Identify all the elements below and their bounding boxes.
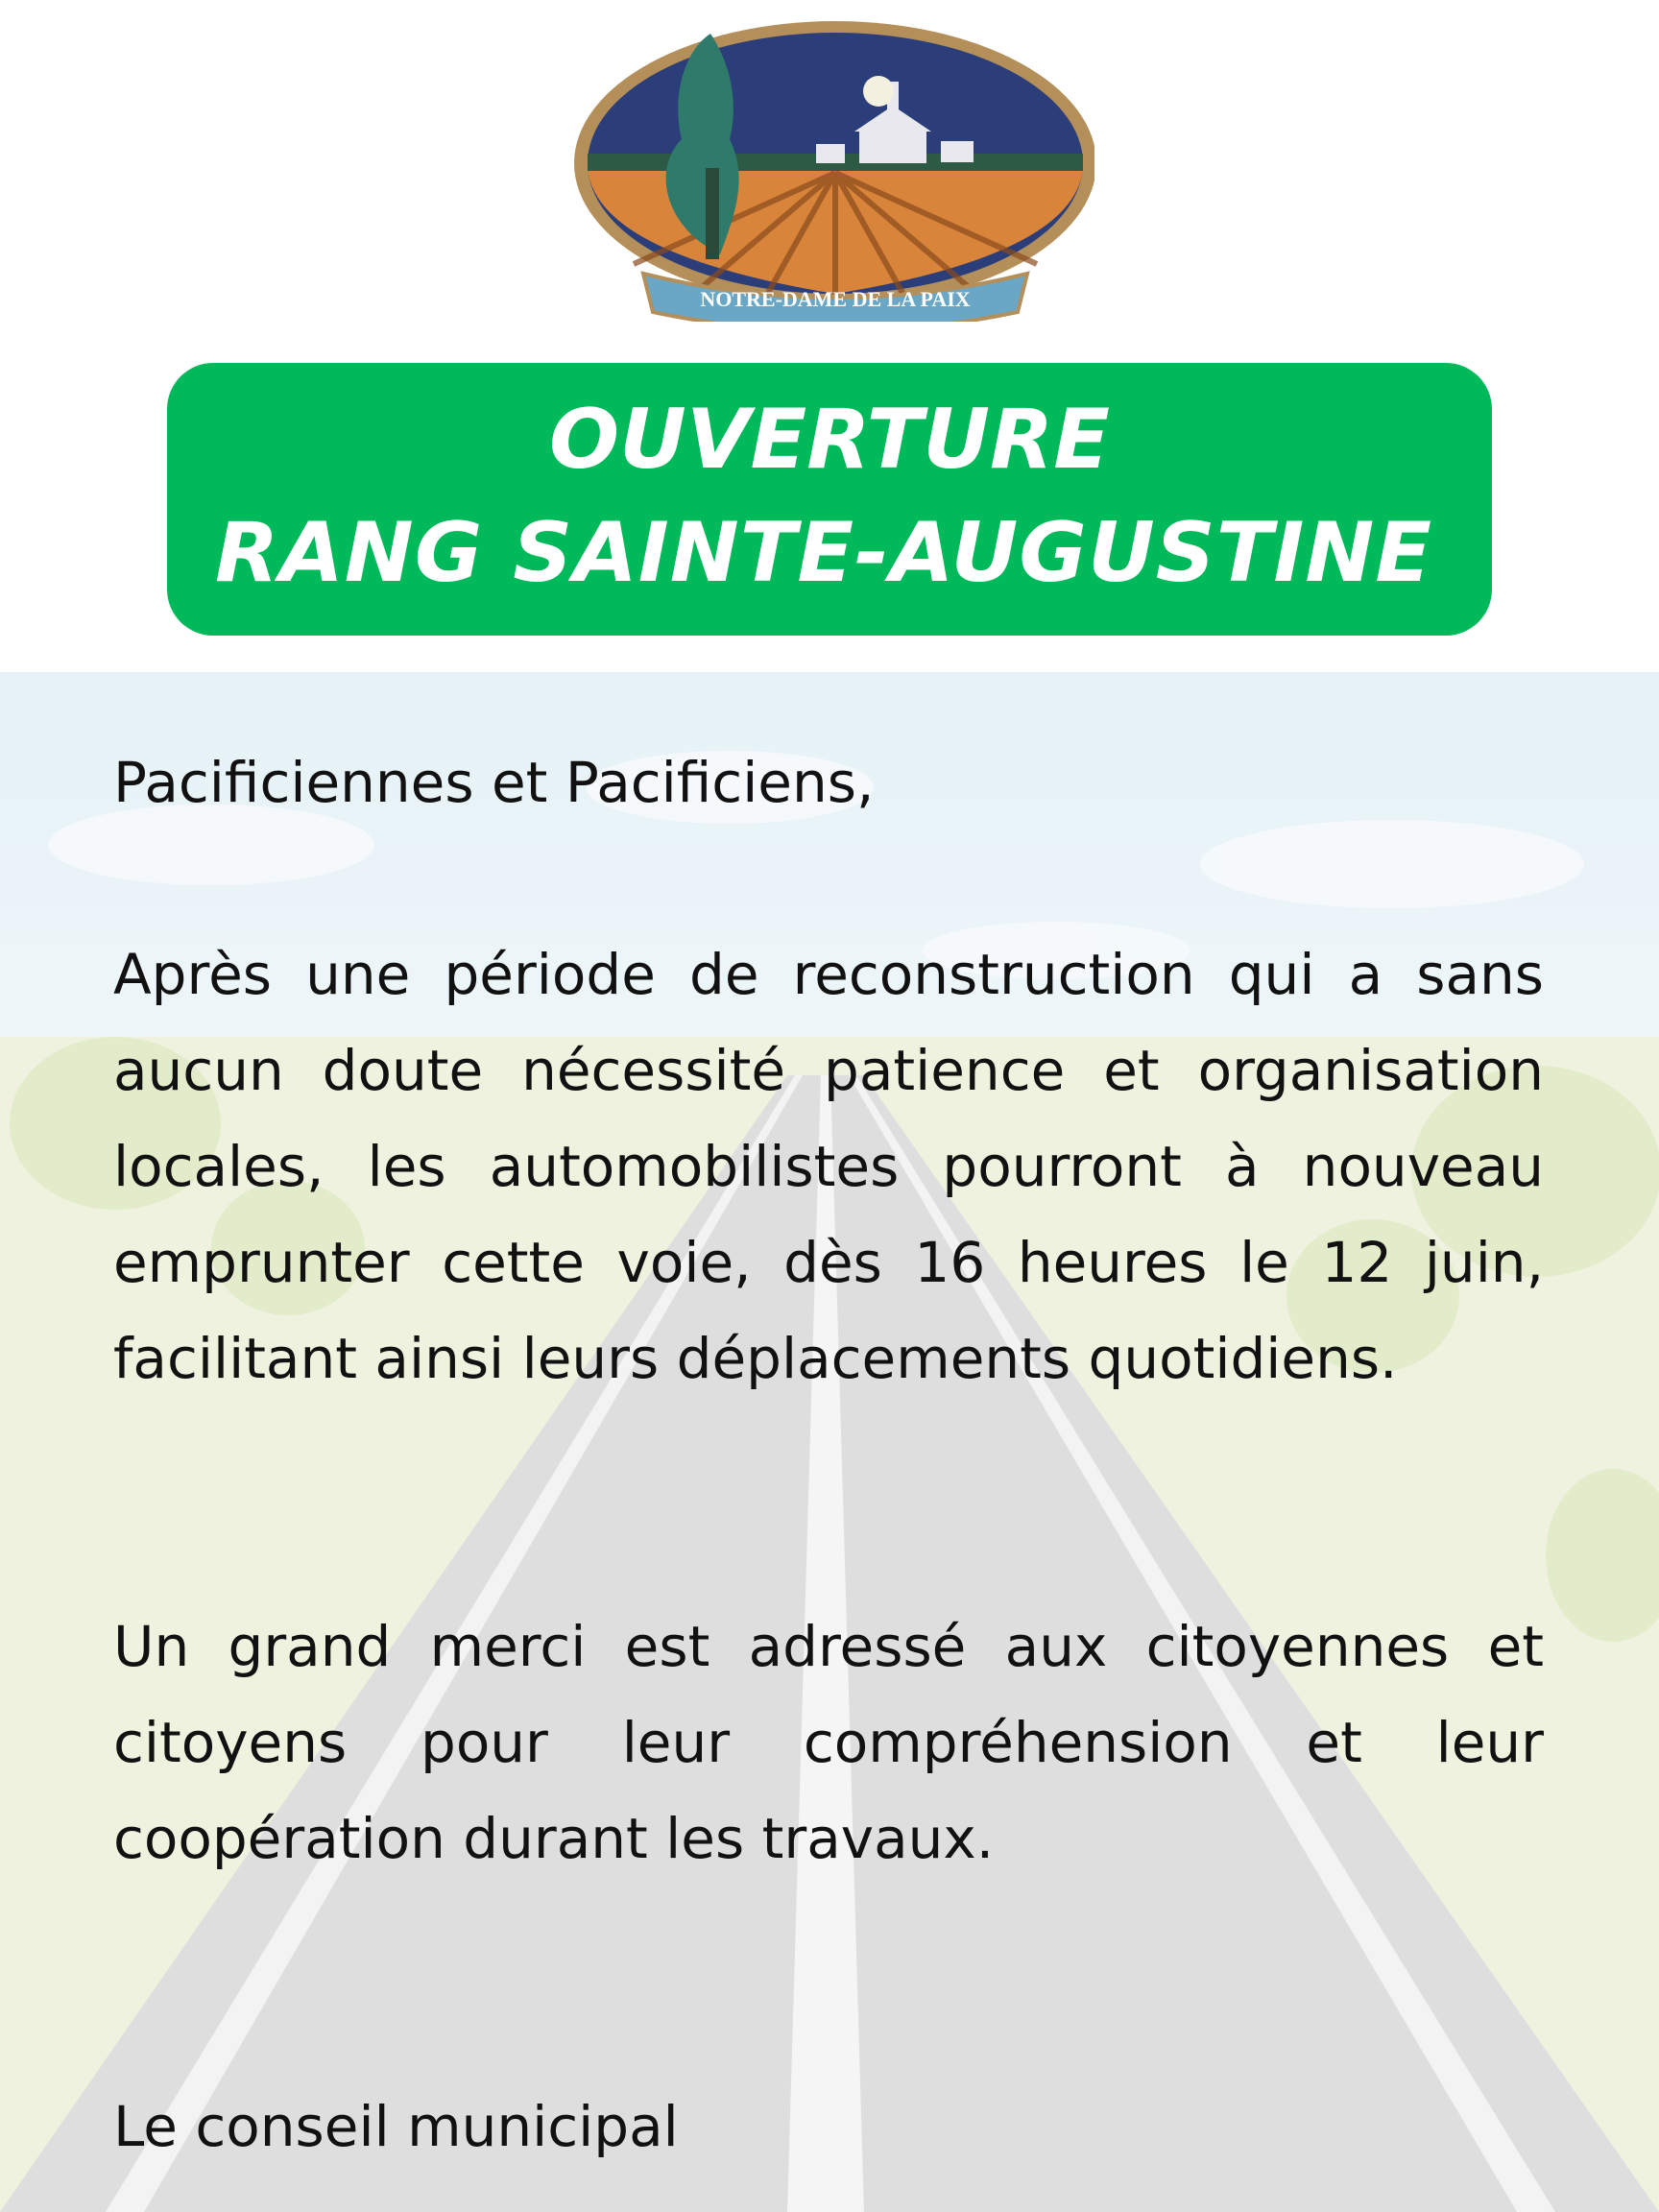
announcement-paragraph: Après une période de reconstruction qui a sans aucun doute nécessité patience et organisation locales, les automobilistes pourront à nouveau emprunter cette voie, dès 16 heures le 12 juin, facilitant ainsi leurs déplacements quotidiens.	[113, 942, 1544, 1391]
banner-title-line-1: OUVERTURE	[548, 392, 1111, 488]
title-banner	[167, 363, 1492, 636]
greeting: Pacificiennes et Pacificiens,	[113, 750, 875, 815]
signature: Le conseil municipal	[113, 2094, 679, 2159]
logo-text: NOTRE-DAME DE LA PAIX	[700, 287, 971, 311]
road-background-illustration	[0, 672, 1659, 2212]
thanks-paragraph: Un grand merci est adressé aux citoyennes et citoyens pour leur compréhension et leur coopération durant les travaux.	[113, 1614, 1544, 1871]
municipality-logo	[566, 14, 1094, 322]
banner-title-line-2: RANG SAINTE-AUGUSTINE	[215, 505, 1433, 601]
